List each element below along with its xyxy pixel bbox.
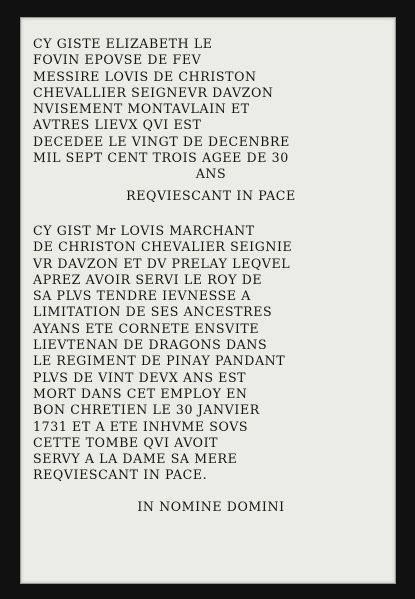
epitaph-plaque xyxy=(20,17,396,584)
inscription-line: 1731 ET A ETE INHVME SOVS xyxy=(33,418,249,434)
inscription-line: CHEVALLIER SEIGNEVR DAVZON xyxy=(33,84,274,100)
second-inscription xyxy=(33,223,389,484)
first-closing-line xyxy=(33,188,389,204)
inscription-line: BON CHRETIEN LE 30 JANVIER xyxy=(33,402,260,418)
inscription-line: CY GIST Mr LOVIS MARCHANT xyxy=(33,223,255,238)
inscription-line: ANS xyxy=(195,166,227,182)
inscription-line: LIMITATION DE SES ANCESTRES xyxy=(33,304,273,320)
inscription-line: CETTE TOMBE QVI AVOIT xyxy=(33,434,219,450)
inscription-line: AVTRES LIEVX QVI EST xyxy=(33,117,202,133)
inscription-line: MIL SEPT CENT TROIS AGEE DE 30 xyxy=(33,150,289,166)
inscription-line: LIEVTENAN DE DRAGONS DANS xyxy=(33,337,268,353)
inscription-line: SA PLVS TENDRE IEVNESSE A xyxy=(33,288,251,304)
inscription-line: MESSIRE LOVIS DE CHRISTON xyxy=(33,68,257,84)
inscription-line: DECEDEE LE VINGT DE DECENBRE xyxy=(33,133,290,149)
inscription-line: NVISEMENT MONTAVLAIN ET xyxy=(33,101,250,117)
requiescat-text: REQVIESCANT IN PACE xyxy=(126,188,296,203)
inscription-line: SERVY A LA DAME SA MERE xyxy=(33,451,238,467)
in-nomine-domini-text: IN NOMINE DOMINI xyxy=(137,499,285,514)
inscription-line: LE REGIMENT DE PINAY PANDANT xyxy=(33,353,286,369)
inscription-line: PLVS DE VINT DEVX ANS EST xyxy=(33,369,247,385)
inscription-line: APREZ AVOIR SERVI LE ROY DE xyxy=(33,271,263,287)
inscription-line: MORT DANS CET EMPLOY EN xyxy=(33,385,248,401)
inscription-line: CY GISTE ELIZABETH LE xyxy=(33,36,213,51)
inscription-line: AYANS ETE CORNETE ENSVITE xyxy=(33,320,260,336)
inscription-line: REQVIESCANT IN PACE. xyxy=(33,467,208,483)
final-invocation xyxy=(33,499,389,515)
inscription-line: DE CHRISTON CHEVALIER SEIGNIE xyxy=(33,239,293,255)
inscription-line: FOVIN EPOVSE DE FEV xyxy=(33,52,202,68)
inscription-line: VR DAVZON ET DV PRELAY LEQVEL xyxy=(33,255,291,271)
first-inscription xyxy=(33,36,389,183)
